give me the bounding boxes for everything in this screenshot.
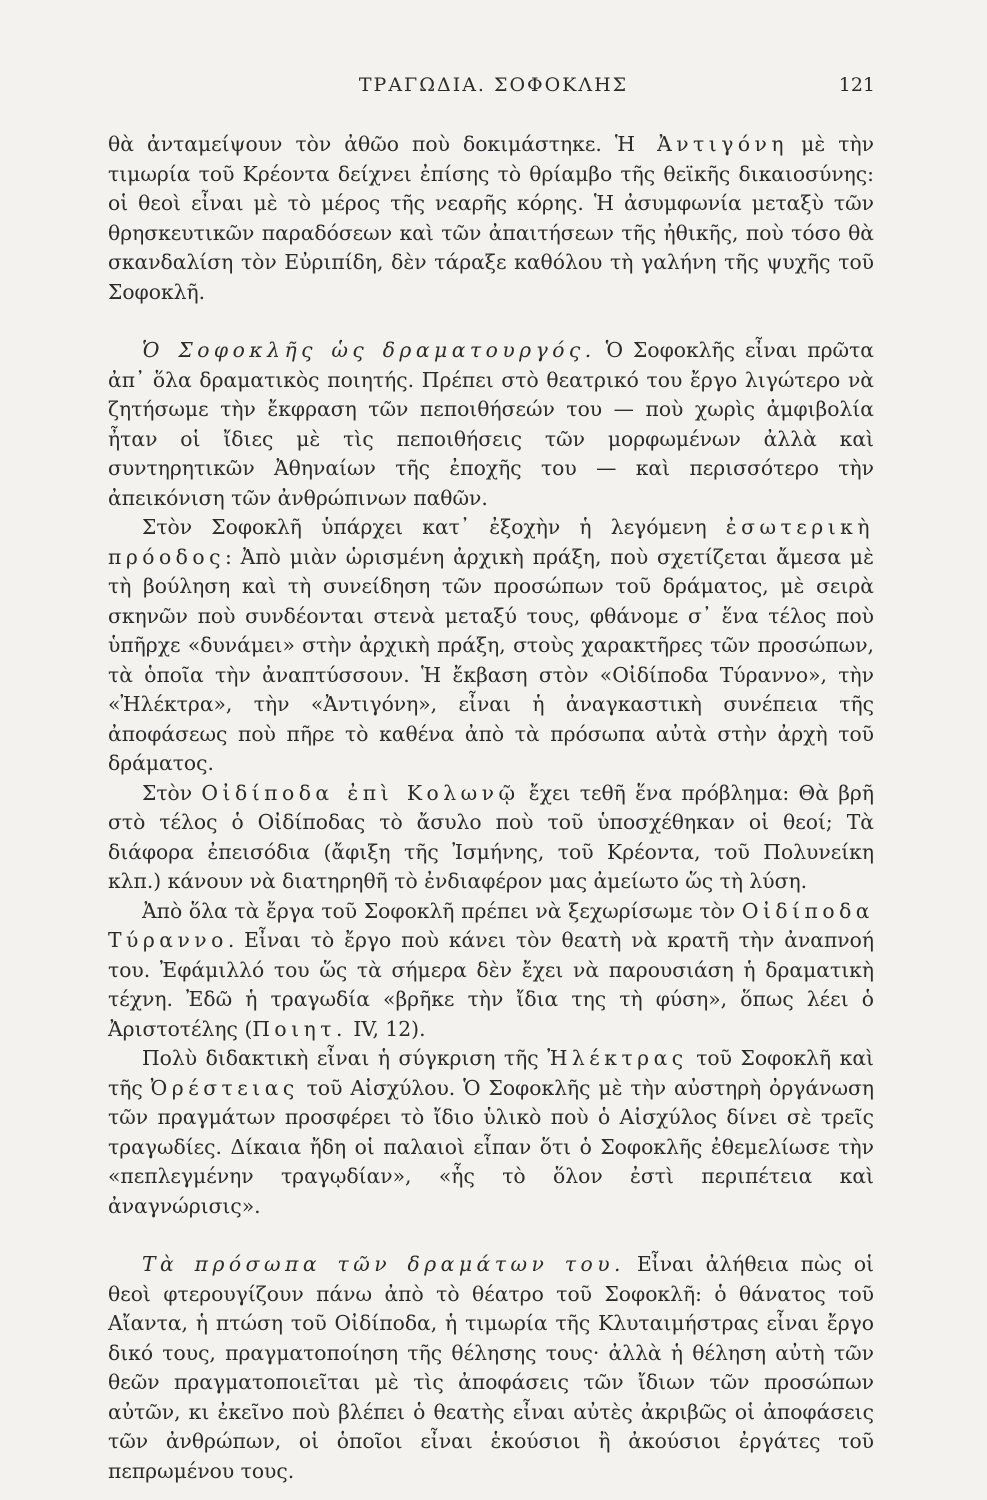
text: μὲ τὴν τιμωρία τοῦ Κρέοντα δείχνει ἐπίσης τὸ θρίαμβο τῆς θεϊκῆς δικαιοσύνης: οἱ θεοὶ εἶναι μὲ τὸ μέρος τῆς νεαρῆς κόρης. Ἡ ἀσυμφωνία μεταξὺ τῶν θρησκευτικῶν παραδόσεων καὶ τῶν ἀπαιτήσεων τῆς ἠθικῆς, ποὺ τόσο θὰ σκανδαλίση τὸν Εὐριπίδη, δὲν τάραξε καθόλου τὴ γαλήνη τῆς ψυχῆς τοῦ Σοφοκλῆ. (108, 132, 874, 304)
paragraph-3 (108, 513, 874, 779)
page-number: 121 (838, 74, 875, 96)
section-heading: Τὰ πρόσωπα τῶν δραμάτων του. (142, 1252, 625, 1276)
paragraph-6 (108, 1044, 874, 1221)
text: τοῦ Αἰσχύλου. Ὁ Σοφοκλῆς μὲ τὴν αὐστηρὴ ὀργάνωση τῶν πραγμάτων προσφέρει τὸ ἴδιο ὑλικὸ ποὺ ὁ Αἰσχύλος δίνει σὲ τρεῖς τραγωδίες. Δίκαια ἤδη οἱ παλαιοὶ εἶπαν ὅτι ὁ Σοφοκλῆς ἐθεμελίωσε τὴν «πεπλεγμένην τραγῳδίαν», «ἧς τὸ ὅλον ἐστὶ περιπέτεια καὶ ἀναγνώρισις». (108, 1075, 874, 1218)
text: Εἶναι ἀλήθεια πὼς οἱ θεοὶ φτερουγίζουν πάνω ἀπὸ τὸ θέατρο τοῦ Σοφοκλῆ: ὁ θάνατος τοῦ Αἴαντα, ἡ πτώση τοῦ Οἰδίποδα, ἡ τιμωρία τῆς Κλυταιμήστρας εἶναι ἔργο δικό τους, πραγματοποίηση τῆς θέλησης τους· ἀλλὰ ἡ θέληση αὐτὴ τῶν θεῶν πραγματοποιεῖται μὲ τὶς ἀποφάσεις τῶν ἴδιων τῶν προσώπων αὐτῶν, κι ἐκεῖνο ποὺ βλέπει ὁ θεατὴς εἶναι αὐτὲς ἀκριβῶς οἱ ἀποφάσεις τῶν ἀνθρώπων, οἱ ὁποῖοι εἶναι ἑκούσιοι ἢ ἀκούσιοι ἐργάτες τοῦ πεπρωμένου τους. (108, 1252, 874, 1483)
section-heading: Ὁ Σοφοκλῆς ὡς δραματουργός. (142, 338, 596, 362)
text: τοῦ Σοφοκλῆ καὶ τῆς (108, 1046, 874, 1100)
paragraph-2 (108, 336, 874, 513)
running-title: ΤΡΑΓΩΔΙΑ. ΣΟΦΟΚΛΗΣ (358, 74, 629, 96)
text: Στὸν Σοφοκλῆ ὑπάρχει κατ᾽ ἐξοχὴν ἡ λεγόμενη (142, 515, 726, 539)
text: Στὸν (142, 780, 202, 805)
text: : Ἀπὸ μιὰν ὡρισμένη ἀρχικὴ πράξη, ποὺ σχετίζεται ἄμεσα μὲ τὴ βούληση καὶ τὴ συνείδηση τῶν προσώπων τοῦ δράματος, μὲ σειρὰ σκηνῶν ποὺ συνδέονται στενὰ μεταξύ τους, φθάνομε σ᾽ ἕνα τέλος ποὺ ὑπῆρχε «δυνάμει» στὴν ἀρχικὴ πράξη, στοὺς χαρακτῆρες τῶν προσώπων, τὰ ὁποῖα τὴν ἀναπτύσσουν. Ἡ ἔκβαση στὸν «Οἰδίποδα Τύραννο», τὴν «Ἠλέκτρα», τὴν «Ἀντιγόνη», εἶναι ἡ ἀναγκαστικὴ συνέπεια τῆς ἀποφάσεως ποὺ πῆρε τὸ καθένα ἀπὸ τὰ πρόσωπα αὐτὰ στὴν ἀρχὴ τοῦ δράματος. (108, 544, 874, 775)
text: . Εἶναι τὸ ἔργο ποὺ κάνει τὸν θεατὴ νὰ κρατῆ τὴν ἀναπνοή του. Ἐφάμιλλό του ὥς τὰ σήμερα δὲν ἔχει νὰ παρουσιάση ἡ δραματικὴ τέχνη. Ἐδῶ ἡ τραγωδία «βρῆκε τὴν ἴδια της τὴ φύση», ὅπως λέει ὁ Ἀριστοτέλης ( (108, 928, 874, 1041)
text: IV, 12). (346, 1016, 426, 1041)
spaced-title: Ἠλέκτρας (547, 1046, 688, 1070)
page-header (0, 74, 987, 104)
text: ἔχει τεθῆ ἕνα πρόβλημα: Θὰ βρῆ στὸ τέλος ὁ Οἰδίποδας τὸ ἄσυλο ποὺ τοῦ ὑποσχέθηκαν οἱ θεοί; Τὰ διάφορα ἐπεισόδια (ἄφιξη τῆς Ἰσμήνης, τοῦ Κρέοντα, τοῦ Πολυνείκη κλπ.) κάνουν νὰ διατηρηθῆ τὸ ἐνδιαφέρον μας ἀμείωτο ὥς τὴ λύση. (108, 780, 874, 893)
text: Ἀπὸ ὅλα τὰ ἔργα τοῦ Σοφοκλῆ πρέπει νὰ ξεχωρίσωμε τὸν (142, 898, 742, 923)
spaced-reference: Ποιητ. (252, 1016, 347, 1041)
spaced-title: Οἰδίποδα ἐπὶ Κολωνῷ (201, 780, 520, 805)
text: Πολὺ διδακτικὴ εἶναι ἡ σύγκριση τῆς (142, 1046, 548, 1070)
paragraph-4 (108, 779, 874, 897)
spaced-term: ἐσωτερικὴ πρόοδος (108, 515, 874, 569)
page-body (108, 130, 874, 1486)
paragraph-1 (108, 130, 874, 307)
text: θὰ ἀνταμείψουν τὸν ἀθῶο ποὺ δοκιμάστηκε. (108, 132, 615, 156)
paragraph-5 (108, 897, 874, 1045)
spaced-title: Οἰδίποδα Τύραννο (108, 898, 874, 952)
paragraph-7 (108, 1250, 874, 1486)
spaced-title: Ὀρέστειας (150, 1075, 299, 1100)
spaced-title: Ἡ Ἀντιγόνη (614, 132, 789, 156)
text: Ὁ Σοφοκλῆς εἶναι πρῶτα ἀπ᾽ ὅλα δραματικὸς ποιητής. Πρέπει στὸ θεατρικό του ἔργο λιγώτερο νὰ ζητήσωμε τὴν ἔκφραση τῶν πεποιθήσεών του — ποὺ χωρὶς ἀμφιβολία ἦταν οἱ ἴδιες μὲ τὶς πεποιθήσεις τῶν μορφωμένων ἀλλὰ καὶ συντηρητικῶν Ἀθηναίων τῆς ἐποχῆς του — καὶ περισσότερο τὴν ἀπεικόνιση τῶν ἀνθρώπινων παθῶν. (108, 338, 875, 510)
